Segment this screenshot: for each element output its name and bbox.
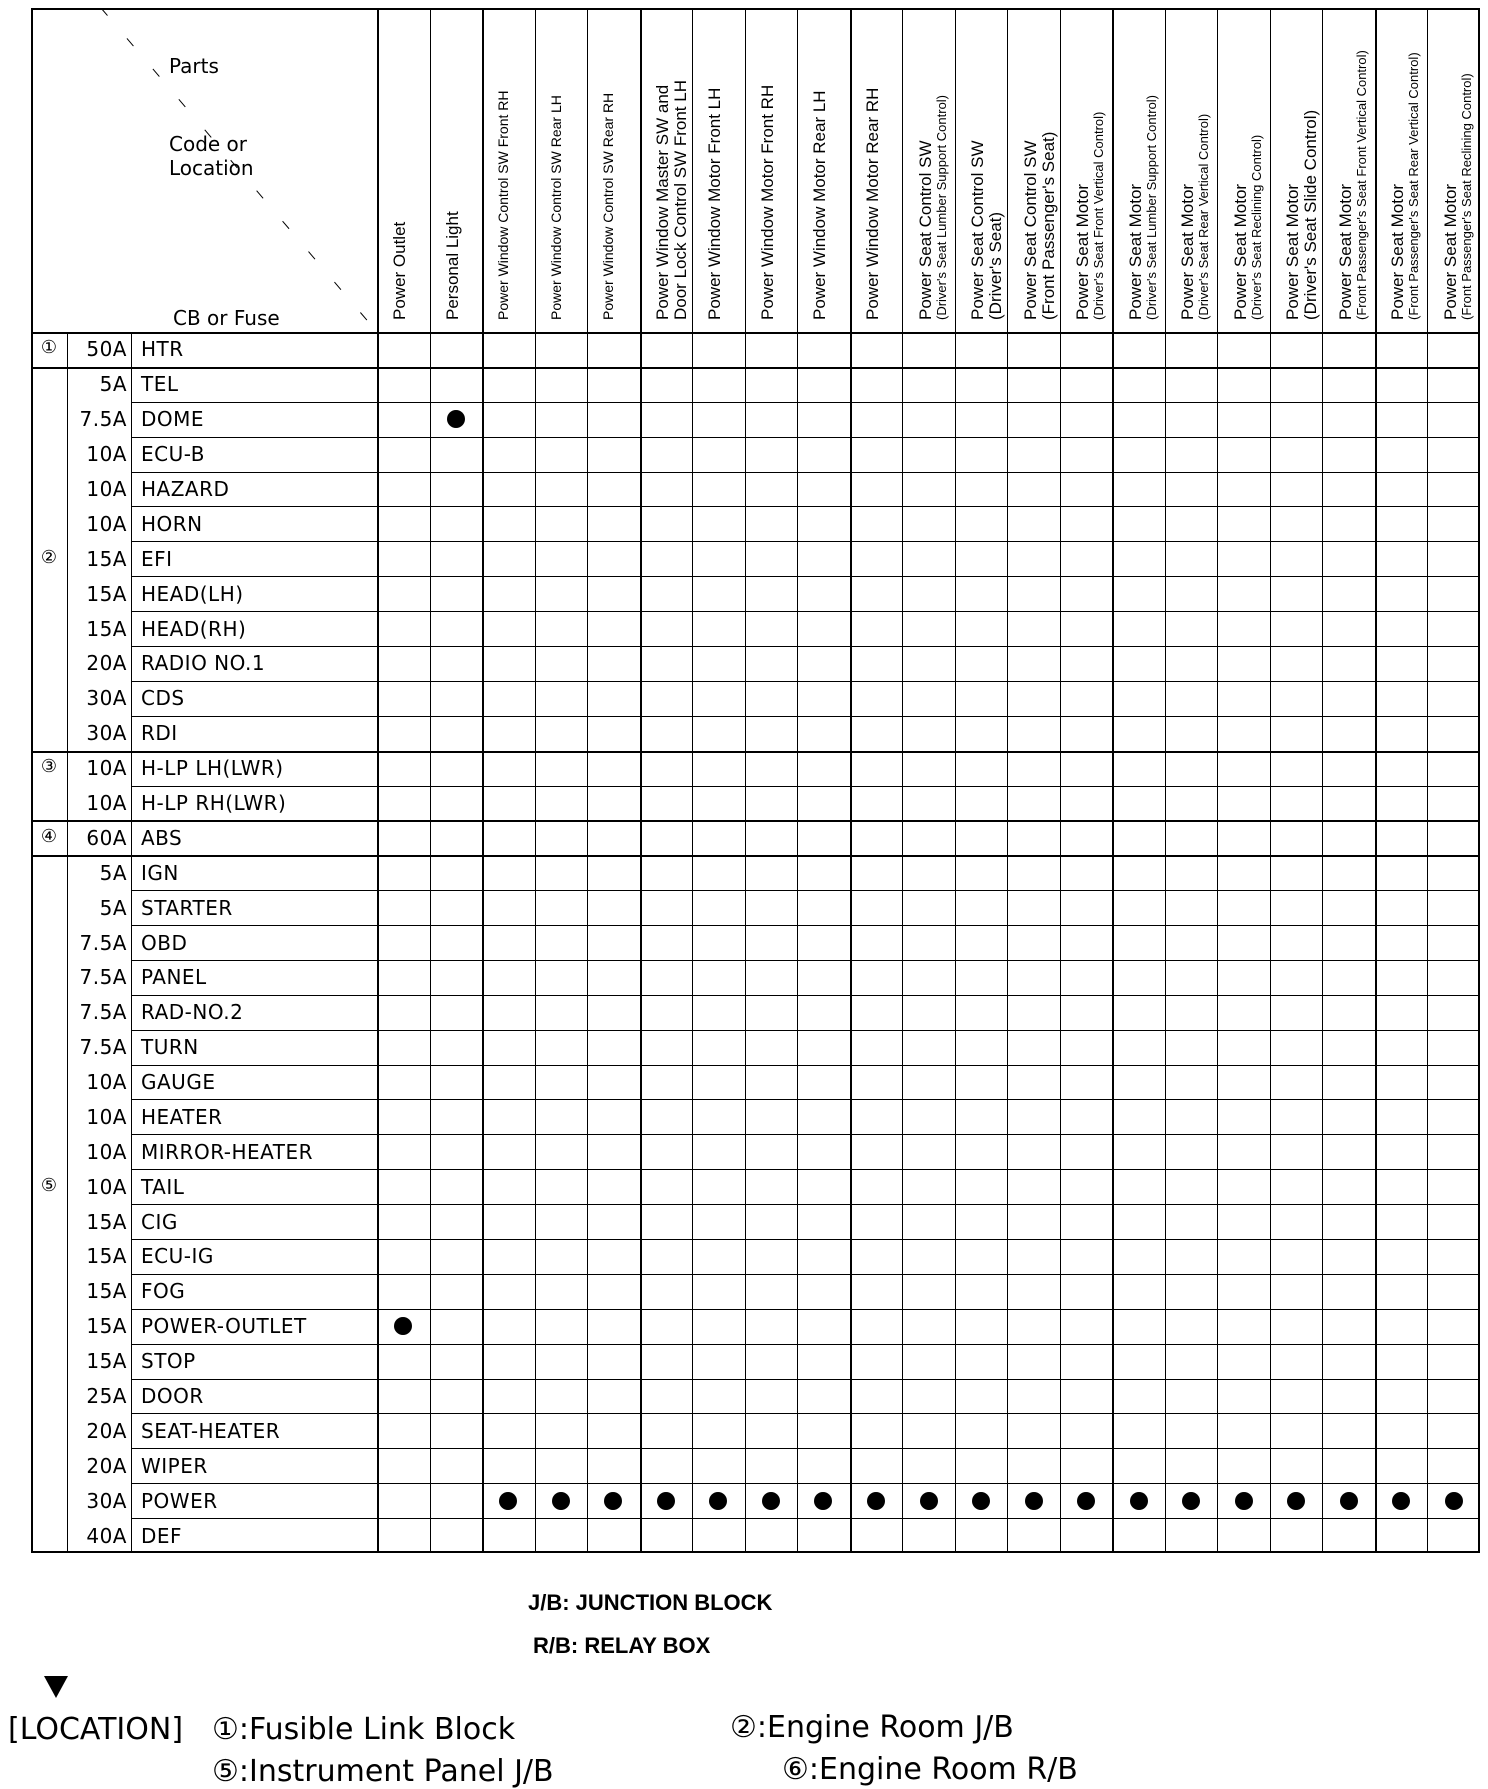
group-divider — [31, 855, 1480, 857]
part-column-divider — [692, 8, 693, 1553]
fuse-amperage: 7.5A — [79, 965, 127, 990]
location-code: ② — [40, 546, 58, 568]
table-border-right — [1478, 8, 1480, 1553]
column-header-title: Power Window Motor Front LH — [705, 87, 725, 320]
part-column-divider — [1007, 8, 1008, 1553]
column-header-title: Power Seat Control SW — [1020, 140, 1040, 320]
fuse-name: WIPER — [141, 1453, 208, 1478]
connection-dot — [499, 1492, 517, 1510]
connection-dot — [1235, 1492, 1253, 1510]
fuse-amperage: 25A — [86, 1384, 127, 1408]
column-header-title: Power Window Control SW Rear RH — [600, 92, 617, 320]
fuse-amperage: 10A — [86, 511, 127, 536]
connection-dot — [762, 1492, 780, 1510]
location-fusible-link-block: ①:Fusible Link Block — [212, 1712, 516, 1747]
column-header-title: Power Seat Motor — [1440, 183, 1460, 320]
corner-code-location-label: Code or Location — [169, 132, 254, 180]
fuse-amperage: 5A — [99, 895, 127, 920]
fuse-amperage: 10A — [86, 790, 127, 815]
row-divider — [131, 925, 1480, 926]
fuse-amperage: 30A — [86, 1488, 127, 1513]
fuse-name: ECU-IG — [141, 1244, 214, 1269]
legend-junction-block: J/B: JUNCTION BLOCK — [528, 1590, 773, 1615]
column-header-title: Power Seat Motor — [1230, 183, 1250, 320]
column-header-subtitle: (Front Passenger's Seat Front Vertical Control) — [1353, 50, 1369, 320]
corner-cb-fuse-label: CB or Fuse — [173, 306, 280, 330]
fuse-name: DOOR — [141, 1384, 204, 1408]
row-divider — [131, 960, 1480, 961]
fuse-amperage: 15A — [86, 1244, 127, 1269]
row-divider — [131, 1413, 1480, 1414]
fuse-amperage: 30A — [86, 686, 127, 711]
connection-dot — [447, 410, 465, 428]
column-header — [1232, 135, 1263, 320]
fuse-name: HTR — [141, 337, 184, 362]
column-header — [1022, 132, 1058, 320]
row-divider — [131, 786, 1480, 787]
column-header-subtitle: (Front Passenger's Seat Reclining Control) — [1458, 73, 1474, 320]
row-divider — [131, 1065, 1480, 1066]
column-header-subtitle: (Driver's Seat) — [985, 211, 1005, 320]
connection-dot — [604, 1492, 622, 1510]
column-header-title: Power Window Control SW Rear LH — [547, 95, 564, 320]
part-column-divider — [1270, 8, 1271, 1553]
row-divider — [131, 541, 1480, 542]
column-header-subtitle: (Driver's Seat Slide Control) — [1301, 109, 1320, 320]
column-header — [391, 222, 409, 320]
fuse-name: DEF — [141, 1523, 183, 1548]
column-header — [1389, 52, 1420, 320]
column-header-subtitle: (Driver's Seat Front Vertical Control) — [1090, 111, 1106, 320]
column-header — [917, 95, 948, 320]
fuse-amperage: 15A — [86, 1279, 127, 1304]
column-header-title: Power Seat Motor — [1283, 183, 1303, 320]
fuse-name: IGN — [141, 860, 179, 885]
column-header — [811, 90, 829, 320]
part-column-divider — [902, 8, 903, 1553]
fuse-amperage: 60A — [86, 825, 127, 850]
part-column-divider — [1217, 8, 1218, 1553]
fuse-amperage: 15A — [86, 581, 127, 606]
connection-dot — [1392, 1492, 1410, 1510]
row-divider — [131, 402, 1480, 403]
column-header — [1284, 110, 1320, 320]
fuse-name: RDI — [141, 721, 178, 746]
connection-dot — [657, 1492, 675, 1510]
column-header-title: Power Seat Motor — [1125, 183, 1145, 320]
part-column-divider — [430, 8, 431, 1553]
fuse-amperage: 10A — [86, 476, 127, 501]
part-column-divider — [1322, 8, 1323, 1553]
fuse-amperage: 50A — [86, 337, 127, 362]
row-divider — [131, 1274, 1480, 1275]
column-header-subtitle: (Driver's Seat Lumber Support Control) — [933, 94, 949, 320]
row-divider — [131, 681, 1480, 682]
fuse-name: TEL — [141, 372, 179, 397]
column-header-title: Power Window Motor Rear LH — [810, 90, 830, 320]
fuse-amperage: 10A — [86, 1070, 127, 1095]
location-column-divider — [67, 332, 68, 1553]
fuse-parts-table — [31, 8, 1480, 1553]
legend-relay-box: R/B: RELAY BOX — [533, 1633, 711, 1658]
column-header — [706, 88, 724, 320]
fuse-name: MIRROR-HEATER — [141, 1139, 314, 1164]
fuse-amperage: 7.5A — [79, 407, 127, 432]
column-header-title: Power Outlet — [390, 221, 410, 320]
row-divider — [131, 437, 1480, 438]
location-code: ⑤ — [40, 1174, 58, 1196]
row-divider — [131, 1483, 1480, 1484]
column-header-title: Power Window Motor Rear RH — [862, 87, 882, 320]
connection-dot — [1077, 1492, 1095, 1510]
fuse-amperage: 7.5A — [79, 1000, 127, 1025]
column-header — [759, 85, 777, 320]
fuse-name: HEAD(LH) — [141, 581, 244, 606]
fuse-name: POWER-OUTLET — [141, 1314, 307, 1339]
fuse-amperage: 7.5A — [79, 1035, 127, 1060]
row-divider — [131, 646, 1480, 647]
part-column-divider — [850, 8, 852, 1553]
location-code: ① — [40, 337, 58, 359]
fuse-name: HORN — [141, 511, 203, 536]
fuse-name: POWER — [141, 1488, 218, 1513]
fuse-amperage: 15A — [86, 1314, 127, 1339]
fuse-amperage: 20A — [86, 651, 127, 676]
column-header — [601, 93, 616, 320]
column-header — [1127, 95, 1158, 320]
column-header-title: Power Seat Motor — [1388, 183, 1408, 320]
column-header — [969, 140, 1005, 320]
column-header — [1074, 112, 1105, 320]
fuse-name: EFI — [141, 546, 173, 571]
fuse-amperage: 5A — [99, 372, 127, 397]
column-header-title: Power Window Control SW Front RH — [495, 90, 512, 320]
fuse-name: CIG — [141, 1209, 178, 1234]
fuse-name: HEAD(RH) — [141, 616, 247, 641]
row-divider — [131, 1518, 1480, 1519]
fuse-amperage: 30A — [86, 721, 127, 746]
column-header-subtitle: (Front Passenger's Seat) — [1038, 131, 1058, 320]
fuse-amperage: 15A — [86, 1209, 127, 1234]
location-code: ④ — [40, 825, 58, 847]
fuse-name: PANEL — [141, 965, 207, 990]
column-header — [444, 211, 462, 320]
fuse-amperage: 20A — [86, 1418, 127, 1443]
row-divider — [131, 611, 1480, 612]
fuse-name: TAIL — [141, 1174, 185, 1199]
part-column-divider — [1375, 8, 1377, 1553]
column-header — [1179, 114, 1210, 320]
column-header-title: Power Seat Control SW — [968, 140, 988, 320]
fuse-name: OBD — [141, 930, 188, 955]
fuse-amperage: 20A — [86, 1453, 127, 1478]
row-divider — [131, 1204, 1480, 1205]
corner-parts-label: Parts — [169, 54, 219, 78]
part-column-divider — [640, 8, 642, 1553]
column-header — [1337, 50, 1368, 320]
row-divider — [131, 995, 1480, 996]
fuse-name: HEATER — [141, 1104, 223, 1129]
fuse-amperage: 5A — [99, 860, 127, 885]
fuse-amperage: 10A — [86, 1104, 127, 1129]
connection-dot — [1130, 1492, 1148, 1510]
column-header-title: Power Seat Motor — [1335, 183, 1355, 320]
fuse-amperage: 40A — [86, 1523, 127, 1548]
row-divider — [131, 890, 1480, 891]
fuse-amperage: 15A — [86, 1349, 127, 1374]
fuse-name: ECU-B — [141, 442, 205, 467]
fuse-amperage: 7.5A — [79, 930, 127, 955]
connection-dot — [709, 1492, 727, 1510]
fuse-name: TURN — [141, 1035, 199, 1060]
group-divider — [31, 751, 1480, 753]
column-header-subtitle: (Driver's Seat Rear Vertical Control) — [1195, 113, 1211, 320]
column-header-title: Personal Light — [442, 211, 462, 320]
row-divider — [131, 1030, 1480, 1031]
row-divider — [131, 1379, 1480, 1380]
connection-dot — [394, 1317, 412, 1335]
table-border-bottom — [31, 1551, 1480, 1553]
fuse-name: FOG — [141, 1279, 186, 1304]
column-header — [1442, 73, 1473, 320]
part-column-divider — [797, 8, 798, 1553]
row-divider — [131, 1099, 1480, 1100]
fuse-name: ABS — [141, 825, 183, 850]
column-header-title: Power Window Master SW and — [652, 84, 672, 320]
connection-dot — [552, 1492, 570, 1510]
column-header — [549, 95, 564, 320]
group-divider — [31, 820, 1480, 822]
row-divider — [131, 1239, 1480, 1240]
row-divider — [131, 716, 1480, 717]
part-column-divider — [587, 8, 588, 1553]
connection-dot — [1182, 1492, 1200, 1510]
fuse-name: RAD-NO.2 — [141, 1000, 244, 1025]
fuse-amperage: 10A — [86, 1174, 127, 1199]
fuse-name: H-LP LH(LWR) — [141, 756, 284, 781]
connection-dot — [814, 1492, 832, 1510]
group-divider — [31, 367, 1480, 369]
fuse-name: SEAT-HEATER — [141, 1418, 281, 1443]
fuse-name: GAUGE — [141, 1070, 216, 1095]
column-header-title: Power Seat Motor — [1178, 183, 1198, 320]
part-column-divider — [1165, 8, 1166, 1553]
column-header-subtitle: Door Lock Control SW Front LH — [670, 80, 690, 320]
connection-dot — [920, 1492, 938, 1510]
fuse-name: HAZARD — [141, 476, 230, 501]
amperage-column-divider — [131, 332, 132, 1553]
row-divider — [131, 1344, 1480, 1345]
fuse-name: STOP — [141, 1349, 196, 1374]
header-divider — [31, 332, 1480, 334]
fuse-amperage: 10A — [86, 1139, 127, 1164]
row-divider — [131, 506, 1480, 507]
column-header-subtitle: (Front Passenger's Seat Rear Vertical Control) — [1406, 52, 1422, 320]
row-divider — [131, 1448, 1480, 1449]
fuse-amperage: 15A — [86, 546, 127, 571]
fuse-amperage: 15A — [86, 616, 127, 641]
part-column-divider — [535, 8, 536, 1553]
fuse-amperage: 10A — [86, 442, 127, 467]
row-divider — [131, 472, 1480, 473]
connection-dot — [1287, 1492, 1305, 1510]
parts-column-divider — [377, 8, 379, 1553]
connection-dot — [867, 1492, 885, 1510]
row-divider — [131, 1134, 1480, 1135]
location-engine-room-jb: ②:Engine Room J/B — [730, 1710, 1014, 1745]
part-column-divider — [1427, 8, 1428, 1553]
column-header — [654, 80, 690, 320]
location-code: ③ — [40, 756, 58, 778]
part-column-divider — [745, 8, 746, 1553]
part-column-divider — [1060, 8, 1061, 1553]
fuse-name: STARTER — [141, 895, 233, 920]
fuse-name: H-LP RH(LWR) — [141, 790, 287, 815]
row-divider — [131, 1309, 1480, 1310]
connection-dot — [1340, 1492, 1358, 1510]
connection-dot — [1025, 1492, 1043, 1510]
column-header-title: Power Seat Motor — [1073, 183, 1093, 320]
column-header-subtitle: (Driver's Seat Lumber Support Control) — [1143, 94, 1159, 320]
part-column-divider — [955, 8, 956, 1553]
column-header-title: Power Window Motor Front RH — [757, 84, 777, 320]
location-engine-room-rb: ⑥:Engine Room R/B — [782, 1752, 1078, 1787]
location-label: [LOCATION] — [8, 1712, 184, 1747]
part-column-divider — [1112, 8, 1114, 1553]
fuse-name: CDS — [141, 686, 185, 711]
column-header — [496, 90, 511, 320]
connection-dot — [972, 1492, 990, 1510]
row-divider — [131, 576, 1480, 577]
part-column-divider — [482, 8, 484, 1553]
column-header — [864, 88, 882, 320]
triangle-down-icon — [44, 1676, 68, 1698]
column-header-title: Power Seat Control SW — [915, 140, 935, 320]
connection-dot — [1445, 1492, 1463, 1510]
column-header-subtitle: (Driver's Seat Reclining Control) — [1248, 134, 1264, 320]
location-instrument-panel-jb: ⑤:Instrument Panel J/B — [212, 1754, 554, 1789]
fuse-name: RADIO NO.1 — [141, 651, 266, 676]
row-divider — [131, 1169, 1480, 1170]
fuse-name: DOME — [141, 407, 205, 432]
fuse-amperage: 10A — [86, 756, 127, 781]
